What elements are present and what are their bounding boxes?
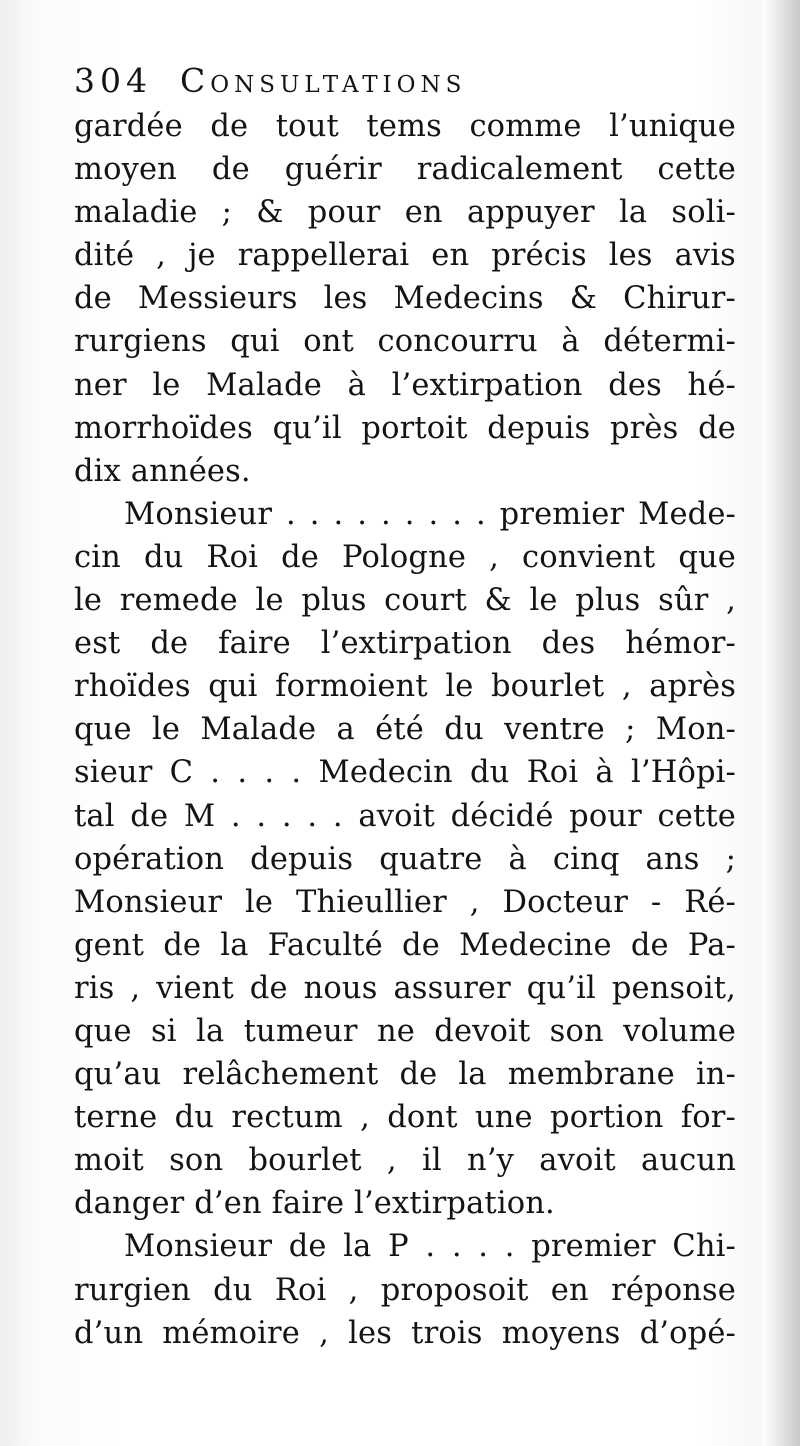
text-line: rurgien du Roi , proposoit en réponse	[74, 1272, 736, 1308]
page-edge-shadow	[762, 0, 800, 1446]
text-line: ner le Malade à l’extirpation des hé-	[74, 367, 736, 403]
text-line: morrhoïdes qu’il portoit depuis près de	[74, 410, 736, 446]
text-line: sieur C . . . . Medecin du Roi à l’Hôpi-	[74, 755, 736, 791]
text-line: Monsieur le Thieullier , Docteur - Ré-	[74, 884, 736, 920]
text-line: opération depuis quatre à cinq ans ;	[74, 841, 736, 877]
paragraph-start-line: Monsieur . . . . . . . . . premier Mede-	[124, 496, 736, 532]
text-line: terne du rectum , dont une portion for-	[74, 1100, 736, 1136]
text-line: rhoïdes qui formoient le bourlet , après	[74, 669, 736, 705]
text-line: dité , je rappellerai en précis les avis	[74, 238, 736, 274]
text-line: ris , vient de nous assurer qu’il pensoit,	[74, 970, 736, 1006]
text-line: d’un mémoire , les trois moyens d’opé-	[74, 1315, 736, 1351]
text-line: rurgiens qui ont concourru à détermi-	[74, 324, 736, 360]
text-line: moyen de guérir radicalement cette	[74, 152, 736, 188]
text-line: le remede le plus court & le plus sûr ,	[74, 583, 736, 619]
text-line: de Messieurs les Medecins & Chirur-	[74, 281, 736, 317]
text-line: gardée de tout tems comme l’unique	[74, 109, 736, 144]
paragraph-end-line: danger d’en faire l’extirpation.	[74, 1186, 555, 1222]
text-line: cin du Roi de Pologne , convient que	[74, 539, 736, 575]
page-number: 304	[74, 61, 152, 100]
text-line: gent de la Faculté de Medecine de Pa-	[74, 927, 736, 963]
text-line: qu’au relâchement de la membrane in-	[74, 1057, 736, 1093]
text-line: est de faire l’extirpation des hémor-	[74, 626, 736, 662]
text-line: moit son bourlet , il n’y avoit aucun	[74, 1143, 736, 1179]
text-line: maladie ; & pour en appuyer la soli-	[74, 195, 736, 231]
text-line: que le Malade a été du ventre ; Mon-	[74, 712, 736, 748]
running-title: Consultations	[180, 61, 467, 100]
text-line: tal de M . . . . . avoit décidé pour cette	[74, 798, 736, 834]
paragraph-start-line: Monsieur de la P . . . . premier Chi-	[124, 1229, 736, 1265]
paragraph-end-line: dix années.	[74, 453, 251, 489]
running-header	[74, 57, 736, 105]
page-text	[74, 57, 736, 1355]
text-line: que si la tumeur ne devoit son volume	[74, 1013, 736, 1049]
